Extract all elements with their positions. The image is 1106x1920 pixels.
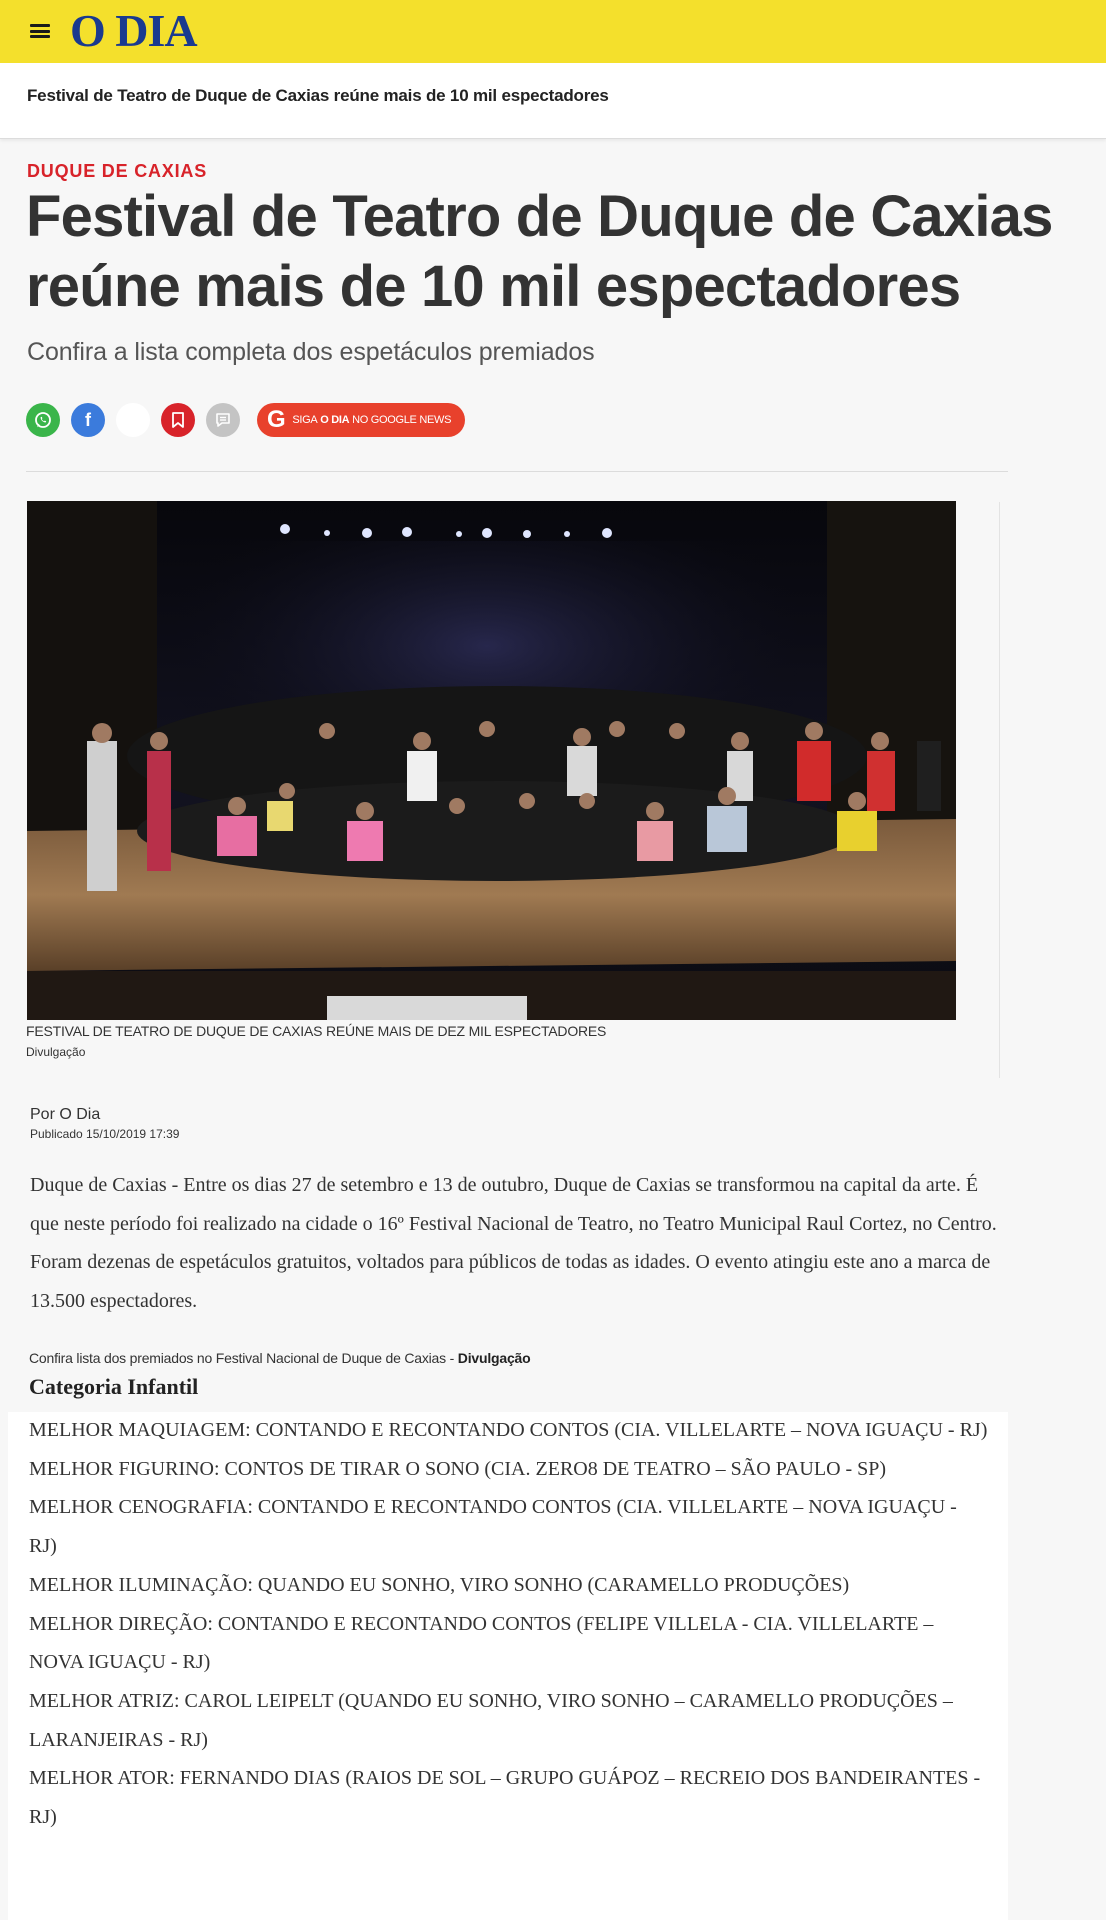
bookmark-icon	[170, 411, 186, 429]
bookmark-button[interactable]	[161, 403, 195, 437]
award-item: MELHOR ATRIZ: CAROL LEIPELT (QUANDO EU SONHO, VIRO SONHO – CARAMELLO PRODUÇÕES – LARANJEIRAS - RJ)	[29, 1689, 953, 1751]
section-kicker[interactable]: DUQUE DE CAXIAS	[27, 161, 208, 181]
article-byline: Por O Dia	[30, 1106, 101, 1123]
article-headline: Festival de Teatro de Duque de Caxias reúne mais de 10 mil espectadores	[26, 184, 1053, 319]
award-category-heading: Categoria Infantil	[29, 1374, 199, 1399]
award-item: MELHOR FIGURINO: CONTOS DE TIRAR O SONO (CIA. ZERO8 DE TEATRO – SÃO PAULO - SP)	[29, 1457, 887, 1480]
google-news-brand: O DIA	[320, 414, 350, 426]
sticky-title-bar	[0, 63, 1106, 139]
google-news-follow-button[interactable]	[257, 403, 465, 437]
hamburger-menu-icon[interactable]	[30, 24, 50, 38]
award-item: MELHOR MAQUIAGEM: CONTANDO E RECONTANDO CONTOS (CIA. VILLELARTE – NOVA IGUAÇU - RJ)	[29, 1419, 988, 1441]
whatsapp-icon	[33, 410, 53, 430]
site-header	[0, 0, 1106, 63]
award-item: MELHOR DIREÇÃO: CONTANDO E RECONTANDO CONTOS (FELIPE VILLELA - CIA. VILLELARTE – NOVA IGUAÇU - RJ)	[29, 1612, 934, 1674]
award-item: MELHOR CENOGRAFIA: CONTANDO E RECONTANDO CONTOS (CIA. VILLELARTE – NOVA IGUAÇU - RJ)	[29, 1496, 957, 1558]
photo-credit: Divulgação	[26, 1045, 86, 1059]
article-photo[interactable]	[27, 501, 956, 1020]
award-item: MELHOR ILUMINAÇÃO: QUANDO EU SONHO, VIRO SONHO (CARAMELLO PRODUÇÕES)	[29, 1573, 850, 1596]
facebook-share-button[interactable]	[71, 403, 105, 437]
google-news-suffix: NO GOOGLE NEWS	[352, 414, 452, 426]
awards-image-caption	[29, 1350, 530, 1366]
comments-button[interactable]	[206, 403, 240, 437]
awards-list	[29, 1411, 989, 1837]
facebook-icon: f	[85, 409, 91, 430]
column-divider	[999, 502, 1000, 1078]
award-item: MELHOR ATOR: FERNANDO DIAS (RAIOS DE SOL – GRUPO GUÁPOZ – RECREIO DOS BANDEIRANTES - RJ)	[29, 1767, 981, 1829]
awards-caption-text: Confira lista dos premiados no Festival Nacional de Duque de Caxias -	[29, 1350, 458, 1366]
comment-icon	[214, 411, 232, 429]
sticky-article-title: Festival de Teatro de Duque de Caxias reúne mais de 10 mil espectadores	[27, 86, 609, 105]
article-body-paragraph: Duque de Caxias - Entre os dias 27 de setembro e 13 de outubro, Duque de Caxias se transformou na capital da arte. É que neste período foi realizado na cidade o 16º Festival Nacional de Teatro, no Teatro Municipal Raul Cortez, no Centro. Foram dezenas de espetáculos gratuitos, voltados para públicos de todas as idades. O evento atingiu este ano a marca de 13.500 espectadores.	[30, 1174, 997, 1312]
google-news-prefix: SIGA	[292, 414, 318, 426]
awards-caption-credit: Divulgação	[457, 1350, 531, 1366]
header-divider	[26, 471, 1008, 472]
whatsapp-share-button[interactable]	[26, 403, 60, 437]
google-icon: G	[267, 406, 286, 433]
photo-caption: FESTIVAL DE TEATRO DE DUQUE DE CAXIAS REÚNE MAIS DE DEZ MIL ESPECTADORES	[26, 1023, 607, 1039]
share-bar	[26, 402, 465, 438]
site-logo[interactable]: O DIA	[70, 5, 197, 56]
twitter-share-button[interactable]	[116, 403, 150, 437]
publish-date: Publicado 15/10/2019 17:39	[30, 1127, 180, 1141]
article-subtitle: Confira a lista completa dos espetáculos premiados	[27, 338, 595, 366]
theatre-group-photo	[27, 501, 956, 1020]
